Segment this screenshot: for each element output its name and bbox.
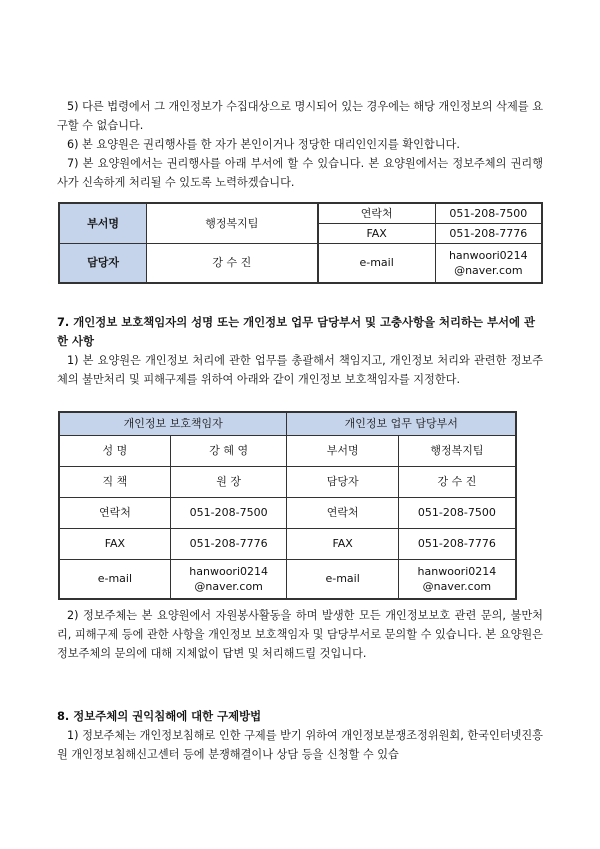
officer-row-label: FAX [59, 528, 170, 559]
dept-row-value: 강 수 진 [398, 466, 516, 497]
section-8-paragraph-1: 1) 정보주체는 개인정보침해로 인한 구제를 받기 위하여 개인정보분쟁조정위원회, 한국인터넷진흥원 개인정보침해신고센터 등에 분쟁해결이나 상담 등을 신청할 수 있습 [57, 729, 543, 761]
department-table [58, 202, 543, 284]
fax-label: FAX [318, 223, 435, 243]
officer-row-value: 051-208-7500 [170, 497, 287, 528]
section-8-heading: 8. 정보주체의 권익침해에 대한 구제방법 [57, 709, 262, 723]
officer-header: 개인정보 보호책임자 [59, 412, 287, 435]
officer-email-line2: @naver.com [194, 579, 263, 593]
email-value-line2: @naver.com [454, 263, 523, 277]
dept-row-label: 담당자 [287, 466, 398, 497]
section-7-paragraph-1: 1) 본 요양원은 개인정보 처리에 관한 업무를 총괄해서 책임지고, 개인정보 처리와 관련한 정보주체의 불만처리 및 피해구제를 위하여 아래와 같이 개인정보 보호책임자를 지정한다. [57, 354, 543, 386]
email-value [435, 243, 542, 283]
section-7-paragraph-2: 2) 정보주체는 본 요양원에서 자원봉사활동을 하며 발생한 모든 개인정보보호 관련 문의, 불만처리, 피해구제 등에 관한 사항을 개인정보 보호책임자 및 담당부서로 문의할 수 있습니다. 본 요양원은 정보주체의 문의에 대해 지체없이 답변 및 처리해드릴 것입니다. [57, 609, 543, 660]
dept-value: 행정복지팀 [147, 203, 318, 243]
privacy-officer-table [58, 411, 517, 600]
dept-email-line1: hanwoori0214 [417, 564, 497, 578]
officer-row-value: 원 장 [170, 466, 287, 497]
dept-row-label: 연락처 [287, 497, 398, 528]
dept-email-label: e-mail [287, 559, 398, 599]
dept-email-line2: @naver.com [422, 579, 492, 593]
officer-email-line1: hanwoori0214 [189, 564, 268, 578]
email-label: e-mail [318, 243, 435, 283]
officer-row-label: 직 책 [59, 466, 170, 497]
dept-email-value [398, 559, 516, 599]
paragraph-6: 6) 본 요양원은 권리행사를 한 자가 본인이거나 정당한 대리인인지를 확인합니다. [67, 138, 460, 151]
officer-email-label: e-mail [59, 559, 170, 599]
person-value: 강 수 진 [147, 243, 318, 283]
contact-value: 051-208-7500 [435, 203, 542, 223]
email-value-line1: hanwoori0214 [448, 248, 528, 262]
paragraph-7: 7) 본 요양원에서는 권리행사를 아래 부서에 할 수 있습니다. 본 요양원에서는 정보주체의 권리행사가 신속하게 처리될 수 있도록 노력하겠습니다. [57, 157, 543, 189]
dept-row-value: 051-208-7776 [398, 528, 516, 559]
dept-row-value: 행정복지팀 [398, 435, 516, 466]
dept-label: 부서명 [59, 203, 147, 243]
officer-row-label: 성 명 [59, 435, 170, 466]
officer-row-value: 강 혜 영 [170, 435, 287, 466]
dept-row-label: FAX [287, 528, 398, 559]
fax-value: 051-208-7776 [435, 223, 542, 243]
officer-email-value [170, 559, 287, 599]
officer-row-label: 연락처 [59, 497, 170, 528]
section-7-heading: 7. 개인정보 보호책임자의 성명 또는 개인정보 업무 담당부서 및 고충사항을 처리하는 부서에 관한 사항 [57, 315, 535, 348]
contact-label: 연락처 [318, 203, 435, 223]
person-label: 담당자 [59, 243, 147, 283]
dept-row-label: 부서명 [287, 435, 398, 466]
paragraph-5: 5) 다른 법령에서 그 개인정보가 수집대상으로 명시되어 있는 경우에는 해당 개인정보의 삭제를 요구할 수 없습니다. [57, 100, 543, 132]
dept-row-value: 051-208-7500 [398, 497, 516, 528]
officer-row-value: 051-208-7776 [170, 528, 287, 559]
department-header: 개인정보 업무 담당부서 [287, 412, 516, 435]
